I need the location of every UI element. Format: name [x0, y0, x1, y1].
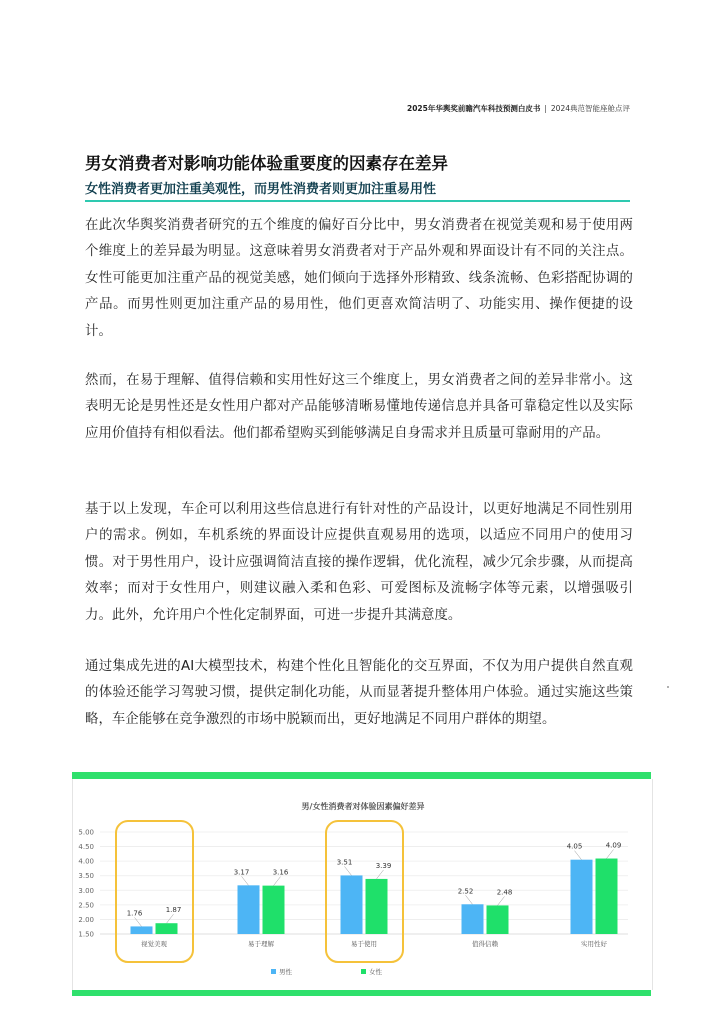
label-leader: [135, 917, 142, 926]
label-leader: [345, 866, 352, 875]
label-leader: [498, 896, 505, 905]
header-separator: |: [544, 104, 547, 113]
legend-swatch: [361, 969, 366, 974]
data-label: 4.09: [605, 841, 622, 850]
data-label: 4.05: [566, 842, 583, 851]
brand-name: 2024典范智能座舱点评: [550, 104, 630, 113]
x-tick-label: 易于理解: [248, 940, 274, 948]
label-leader: [377, 870, 384, 879]
bar-chart: [73, 779, 652, 990]
data-label: 2.52: [457, 887, 474, 896]
label-leader: [167, 914, 174, 923]
page-header: [407, 103, 630, 114]
data-label: 2.48: [496, 888, 513, 897]
bar-female-0: [156, 923, 178, 934]
y-tick-label: 3.50: [78, 872, 94, 881]
legend-swatch: [271, 969, 276, 974]
bar-male-0: [131, 926, 153, 934]
paragraph-1: 在此次华舆奖消费者研究的五个维度的偏好百分比中，男女消费者在视觉美观和易于使用两个维度上的差异最为明显。这意味着男女消费者对于产品外观和界面设计有不同的关注点。女性可能更加注重产品的视觉美感，她们倾向于选择外形精致、线条流畅、色彩搭配协调的产品。而男性则更加注重产品的易用性，他们更喜欢简洁明了、功能实用、操作便捷的设计。: [85, 218, 633, 339]
y-tick-label: 1.50: [78, 930, 94, 939]
label-leader: [274, 877, 281, 886]
bar-male-2: [341, 875, 363, 934]
x-tick-label: 值得信赖: [472, 940, 498, 948]
chart-card: [72, 779, 653, 990]
bar-female-4: [596, 859, 618, 934]
title-divider: [85, 200, 630, 202]
bar-male-4: [571, 860, 593, 934]
data-label: 3.39: [375, 861, 392, 870]
bar-female-3: [487, 905, 509, 934]
label-leader: [466, 895, 473, 904]
page-title: 男女消费者对影响功能体验重要度的因素存在差异: [85, 154, 448, 173]
page-subtitle: 女性消费者更加注重美观性，而男性消费者则更加注重易用性: [85, 182, 437, 197]
paragraph-3: 基于以上发现，车企可以利用这些信息进行有针对性的产品设计，以更好地满足不同性别用户的需求。例如，车机系统的界面设计应提供直观易用的选项，以适应不同用户的使用习惯。对于男性用户，设计应强调简洁直接的操作逻辑，优化流程，减少冗余步骤，从而提高效率；而对于女性用户，则建议融入柔和色彩、可爱图标及流畅字体等元素，以增强吸引力。此外，允许用户个性化定制界面，可进一步提升其满意度。: [85, 502, 633, 623]
label-leader: [607, 850, 614, 859]
paragraph-2: 然而，在易于理解、值得信赖和实用性好这三个维度上，男女消费者之间的差异非常小。这表明无论是男性还是女性用户都对产品能够清晰易懂地传递信息并具备可靠稳定性以及实际应用价值持有相似看法。他们都希望购买到能够满足自身需求并且质量可靠耐用的产品。: [85, 373, 633, 441]
chart-title: 男/女性消费者对体验因素偏好差异: [301, 802, 425, 811]
label-leader: [575, 851, 582, 860]
legend-label: 男性: [279, 968, 292, 976]
data-label: 3.16: [272, 868, 289, 877]
x-tick-label: 视觉美观: [141, 940, 167, 948]
bar-female-2: [366, 879, 388, 934]
y-tick-label: 2.00: [78, 915, 94, 924]
chart-frame-top: [72, 772, 651, 779]
y-tick-label: 3.00: [78, 886, 94, 895]
data-label: 3.17: [233, 868, 250, 877]
y-tick-label: 4.00: [78, 857, 94, 866]
publication-title: 2025年华舆奖前瞻汽车科技预测白皮书: [407, 104, 541, 113]
legend-label: 女性: [369, 968, 382, 976]
bar-male-1: [238, 885, 260, 934]
y-tick-label: 5.00: [78, 828, 94, 837]
chart-frame-bottom: [72, 990, 651, 996]
y-tick-label: 2.50: [78, 901, 94, 910]
bar-male-3: [462, 904, 484, 934]
paragraph-4: 通过集成先进的AI大模型技术，构建个性化且智能化的交互界面，不仅为用户提供自然直观的体验还能学习驾驶习惯，提供定制化功能，从而显著提升整体用户体验。通过实施这些策略，车企能够在竞争激烈的市场中脱颖而出，更好地满足不同用户群体的期望。: [85, 659, 633, 727]
data-label: 1.76: [126, 909, 143, 918]
decorative-dot: [667, 686, 669, 688]
label-leader: [242, 876, 249, 885]
x-tick-label: 实用性好: [581, 940, 607, 948]
data-label: 1.87: [165, 906, 182, 915]
y-tick-label: 4.50: [78, 843, 94, 852]
data-label: 3.51: [336, 858, 353, 867]
bar-female-1: [263, 886, 285, 934]
x-tick-label: 易于使用: [351, 940, 377, 948]
